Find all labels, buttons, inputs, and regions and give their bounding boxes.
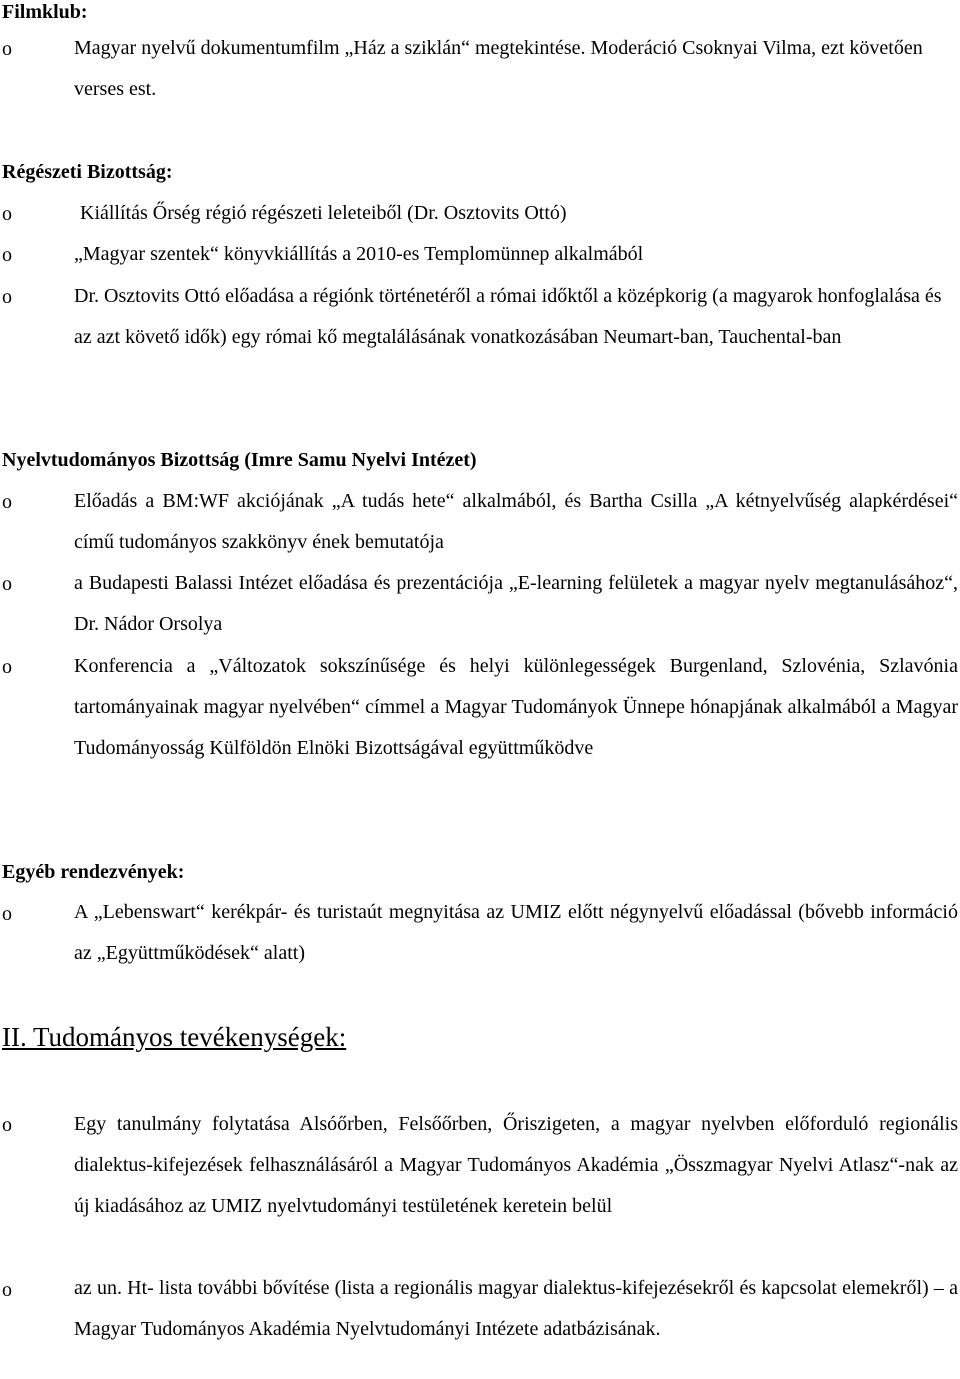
list-bullet: o xyxy=(2,1114,12,1136)
list-item-nyelvtudomanyos-2: a Budapesti Balassi Intézet előadása és prezentációja „E-learning felületek a magyar nyelv megtanulásához“, Dr. Nádor Orsolya xyxy=(74,572,958,635)
list-item-regeszeti-1: Kiállítás Őrség régió régészeti leleteiből (Dr. Osztovits Ottó) xyxy=(80,202,567,224)
list-bullet: o xyxy=(2,203,12,225)
list-bullet: o xyxy=(2,1279,12,1301)
section-heading-filmklub: Filmklub: xyxy=(2,1,88,23)
list-bullet: o xyxy=(2,491,12,513)
list-bullet: o xyxy=(2,656,12,678)
list-item-egyeb-1: A „Lebenswart“ kerékpár- és turistaút megnyitása az UMIZ előtt négynyelvű előadással (bővebb információ az „Együttműködések“ alatt) xyxy=(74,901,958,964)
list-bullet: o xyxy=(2,244,12,266)
list-bullet: o xyxy=(2,903,12,925)
list-item-nyelvtudomanyos-3: Konferencia a „Változatok sokszínűsége és helyi különlegességek Burgenland, Szlovénia, Szlavónia tartományainak magyar nyelvében“ címmel a Magyar Tudományok Ünnepe hónapjának alkalmából a Magyar Tudományosság Külföldön Elnöki Bizottságával együttműködve xyxy=(74,655,958,759)
list-item-nyelvtudomanyos-1: Előadás a BM:WF akciójának „A tudás hete“ alkalmából, és Bartha Csilla „A kétnyelvűség alapkérdései“ című tudományos szakkönyv ének bemutatója xyxy=(74,490,958,553)
list-item-tudomanyos-2: az un. Ht- lista további bővítése (lista a regionális magyar dialektus-kifejezésekről és kapcsolat elemekről) – a Magyar Tudományos Akadémia Nyelvtudományi Intézete adatbázisának. xyxy=(74,1277,958,1340)
list-item-regeszeti-2: „Magyar szentek“ könyvkiállítás a 2010-es Templomünnep alkalmából xyxy=(74,243,644,265)
section-heading-tudomanyos: II. Tudományos tevékenységek: xyxy=(2,1022,347,1052)
section-heading-nyelvtudomanyos: Nyelvtudományos Bizottság (Imre Samu Nyelvi Intézet) xyxy=(2,449,477,471)
list-bullet: o xyxy=(2,286,12,308)
list-bullet: o xyxy=(2,38,12,60)
section-heading-regeszeti: Régészeti Bizottság: xyxy=(2,161,173,183)
list-bullet: o xyxy=(2,573,12,595)
list-item-tudomanyos-1: Egy tanulmány folytatása Alsóőrben, Felsőőrben, Őriszigeten, a magyar nyelvben előforduló regionális dialektus-kifejezések felhasználásáról a Magyar Tudományos Akadémia „Összmagyar Nyelvi Atlasz“-nak az új kiadásához az UMIZ nyelvtudományi testületének keretein belül xyxy=(74,1113,958,1217)
list-item-regeszeti-3: Dr. Osztovits Ottó előadása a régiónk történetéről a római időktől a középkorig (a magyarok honfoglalása és az azt követő idők) egy római kő megtalálásának vonatkozásában Neumart-ban, Tauchental-ban xyxy=(74,285,942,348)
section-heading-egyeb: Egyéb rendezvények: xyxy=(2,861,185,883)
list-item-filmklub-1: Magyar nyelvű dokumentumfilm „Ház a sziklán“ megtekintése. Moderáció Csoknyai Vilma, ezt követően verses est. xyxy=(74,37,923,100)
